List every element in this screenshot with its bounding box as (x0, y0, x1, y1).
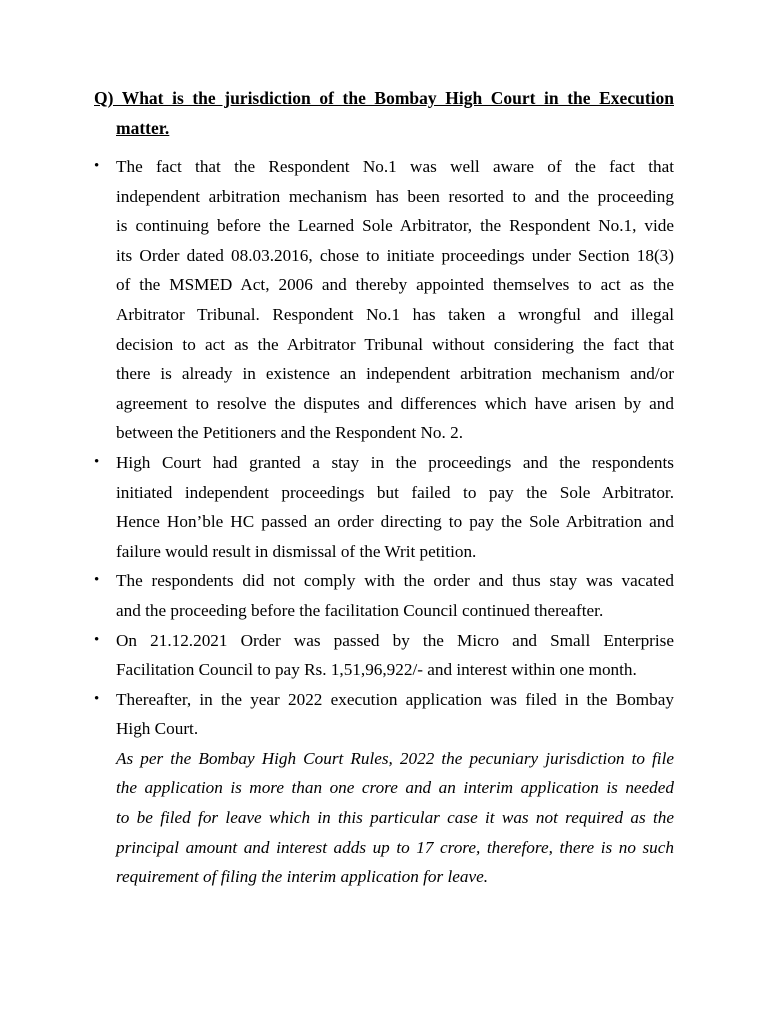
bullet-item (94, 626, 674, 685)
document-body (94, 152, 674, 892)
text-line: failure would result in dismissal of the Writ petition. (116, 541, 477, 561)
text-line: Arbitrator Tribunal. Respondent No.1 has taken a wrongful and illegal (116, 304, 674, 324)
text-line: Hence Hon’ble HC passed an order directing to pay the Sole Arbitration and (116, 512, 674, 532)
text-line: independent arbitration mechanism has been resorted to and the proceeding (116, 186, 674, 206)
text-line: agreement to resolve the disputes and differences which have arisen by and (116, 393, 674, 413)
text-line: between the Petitioners and the Respondent No. 2. (116, 423, 464, 443)
bullet-icon: • (94, 690, 100, 707)
text-line: the application is more than one crore and an interim application is needed (116, 778, 674, 798)
text-line: requirement of filing the interim application for leave. (116, 867, 489, 887)
text-line: is continuing before the Learned Sole Arbitrator, the Respondent No.1, vide (116, 216, 674, 236)
text-line: On 21.12.2021 Order was passed by the Micro and Small Enterprise (116, 630, 674, 650)
text-line: Thereafter, in the year 2022 execution application was filed in the Bombay (116, 689, 674, 709)
heading-line: Q) What is the jurisdiction of the Bombay High Court in the Execution (94, 88, 674, 108)
text-line: The fact that the Respondent No.1 was well aware of the fact that (116, 157, 674, 176)
heading-line: matter. (116, 117, 170, 138)
bullet-icon: • (94, 453, 100, 470)
text-line: its Order dated 08.03.2016, chose to initiate proceedings under Section 18(3) (116, 245, 674, 265)
text-line: of the MSMED Act, 2006 and thereby appointed themselves to act as the (116, 275, 674, 295)
question-heading (94, 84, 674, 143)
text-line: High Court had granted a stay in the proceedings and the respondents (116, 452, 674, 472)
text-line: decision to act as the Arbitrator Tribunal without considering the fact that (116, 334, 674, 354)
bullet-item (94, 685, 674, 744)
text-line: Facilitation Council to pay Rs. 1,51,96,922/- and interest within one month. (116, 660, 637, 680)
text-line: to be filed for leave which in this particular case it was not required as the (116, 808, 674, 828)
bullet-item (94, 448, 674, 566)
text-line: initiated independent proceedings but failed to pay the Sole Arbitrator. (116, 482, 674, 502)
note-paragraph (116, 744, 674, 892)
text-line: As per the Bombay High Court Rules, 2022 the pecuniary jurisdiction to file (116, 748, 674, 768)
text-line: there is already in existence an independent arbitration mechanism and/or (116, 364, 674, 384)
text-line: principal amount and interest adds up to 17 crore, therefore, there is no such (116, 837, 674, 857)
text-line: The respondents did not comply with the order and thus stay was vacated (116, 571, 674, 591)
bullet-icon: • (94, 572, 100, 589)
text-line: High Court. (116, 719, 199, 739)
bullet-item (94, 566, 674, 625)
text-line: and the proceeding before the facilitation Council continued thereafter. (116, 600, 604, 620)
bullet-icon: • (94, 158, 100, 174)
bullet-item (94, 152, 674, 448)
bullet-icon: • (94, 631, 100, 648)
